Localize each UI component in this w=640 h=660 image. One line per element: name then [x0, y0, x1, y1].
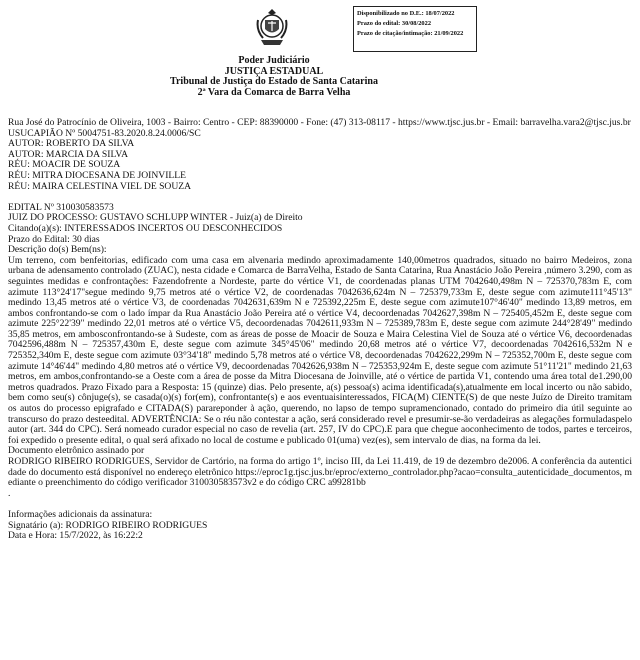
state-coat-of-arms-emblem: [255, 6, 289, 48]
case-number: USUCAPIÃO Nº 5004751-83.2020.8.24.0006/SC: [8, 127, 201, 139]
signature-datetime: Data e Hora: 15/7/2022, às 16:22:2: [8, 530, 143, 542]
party-line: AUTOR: ROBERTO DA SILVA: [8, 138, 135, 150]
party-line: RÉU: MITRA DIOCESANA DE JOINVILLE: [8, 169, 187, 181]
publication-summons-deadline: Prazo de citação/intimação: 21/09/2022: [357, 30, 464, 37]
court-header: [0, 56, 548, 98]
signature-text: RODRIGO RIBEIRO RODRIGUES, Servidor de Cartório, na forma do artigo 1º, inciso III, da Lei 11.419, de 19 de dezembro de2006. A conferência da autenticidade do documento está disponível no endereço eletrônico https://eproc1g.tjsc.jus.br/eproc/externo_controlador.php?acao=consulta_autenticidade_documentos, mediante o preenchimento do código verificador 310030583573v2 e do código CRC a99281bb: [8, 456, 632, 489]
party-line: AUTOR: MARCIA DA SILVA: [8, 148, 129, 160]
property-description-heading: Descrição do(s) Bem(ns):: [8, 244, 107, 256]
edital-info: [8, 203, 632, 256]
party-line: RÉU: MOACIR DE SOUZA: [8, 159, 121, 171]
property-description-text: Um terreno, com benfeitorias, edificado com uma casa em alvenaria medindo aproximadamente 140,00metros quadrados, situado no bairro Medeiros, zona urbana de adensamento controlado (ZUAC), nesta cidade e Comarca de BarraVelha, Estado de Santa Catarina, Rua Anastácio João Pereira ,número 3.290, com as seguintes medidas e confrontações: Fazendofrente a Nordeste, parte do vértice V1, de coordenadas planas UTM 7042640,498m N – 725370,783m E, com azimute 113°24'17"segue medindo 9,75 metros até o vértice V2, de coordenadas 7042636,624m N – 725379,733m E, deste segue com azimute111°45'13" medindo 13,45 metros até o vértice V3, de coordenadas 7042631,639m N e 725392,225m E, deste segue com azimute107°46'40" medindo 13,89 metros, em ambos confrontando-se com o lado ímpar da Rua Anastácio João Pereira até o vértice V4, decoordenadas 7042627,398m N – 725405,452m E, deste segue com azimute 225°22'39" medindo 22,01 metros até o vértice V5, decoordenadas 7042611,933m N – 725389,783m E, deste segue com azimute 244°28'49" medindo 35,85 metros, em ambosconfrontando-se à Sudeste, com as áreas de posse de Moacir de Souza e Maira Celestina Viel de Souza até o vértice V6, decoordenadas 7042596,488m N – 725357,430m E, deste segue com azimute 345°45'06" medindo 20,68 metros até o vértice V7, decoordenadas 7042616,532m N e 725352,340m E, deste segue com azimute 03°34'18" medindo 5,78 metros até o vértice V8, decoordenadas 7042622,299m N – 725352,700m E, deste segue com azimute 14°46'44" medindo 4,80 metros até o vértice V9, decoordenadas 7042626,938m N – 725353,924m E, deste segue com azimute 51°11'21" medindo 21,63 metros, em ambos,confrontando-se a Oeste com a área de posse da Mitra Diocesana de Joinville, até o vértice de partida V1, contendo uma área total de1.290,00 metros quadrados. Prazo Fixado para a Resposta: 15 (quinze) dias. Pelo presente, a(s) pessoa(s) acima identificada(s),atualmente em local incerto ou não sabido, bem como seu(s) cônjuge(s), se casada(o)(s) for(em), confrontante(s) e aos eventuaisinteressados, FICA(M) CIENTE(S) de que neste Juízo de Direito tramitam os autos do processo epigrafado e CITADA(S) parareponder à ação, querendo, no lapso de tempo supramencionado, contado do primeiro dia útil seguinte ao transcurso do prazo desteedital. ADVERTÊNCIA: Se o réu não contestar a ação, será considerado revel e presumir-se-ão verdadeiras as alegações formuladaspelo autor (art. 344 do CPC). Será nomeado curador especial no caso de revelia (art. 257, IV do CPC).E para que chegue aoconhecimento de todos, partes e terceiros, foi expedido o presente edital, o qual será afixado no local de costume e publicado 01(uma) vez(es), sem intervalo de dias, na forma da lei.: [8, 254, 632, 446]
judge-line: JUIZ DO PROCESSO: GUSTAVO SCHLUPP WINTER - Juiz(a) de Direito: [8, 212, 303, 224]
signature-info-label: Informações adicionais da assinatura:: [8, 508, 153, 520]
header-court-branch: 2ª Vara da Comarca de Barra Velha: [197, 86, 351, 98]
signature-dot: .: [8, 487, 11, 499]
signature-intro: Documento eletrônico assinado por: [8, 445, 145, 457]
signature-block: [8, 446, 632, 541]
party-line: RÉU: MAIRA CELESTINA VIEL DE SOUZA: [8, 180, 192, 192]
edital-number: EDITAL Nº 310030583573: [8, 201, 114, 213]
document-body: [8, 118, 632, 542]
signatory-line: Signatário (a): RODRIGO RIBEIRO RODRIGUES: [8, 519, 208, 531]
summoned-line: Citando(a)(s): INTERESSADOS INCERTOS OU DESCONHECIDOS: [8, 222, 283, 234]
court-contact-info: Rua José do Patrocínio de Oliveira, 1003 - Bairro: Centro - CEP: 88390000 - Fone: (47) 313-08117 - https://www.tjsc.jus.br - Email: barravelha.vara2@tjsc.jus.br: [8, 117, 631, 128]
case-parties: [8, 129, 632, 193]
publication-edital-deadline: Prazo do edital: 30/08/2022: [357, 20, 432, 27]
publication-dates-box: [353, 6, 477, 52]
header-court: Tribunal de Justiça do Estado de Santa Catarina: [170, 76, 378, 87]
edital-term: Prazo do Edital: 30 dias: [8, 233, 100, 245]
header-judiciary: Poder Judiciário: [238, 55, 310, 66]
header-state-justice: JUSTIÇA ESTADUAL: [224, 65, 324, 77]
publication-available-date: Disponibilizado no D.E.: 18/07/2022: [357, 10, 455, 17]
